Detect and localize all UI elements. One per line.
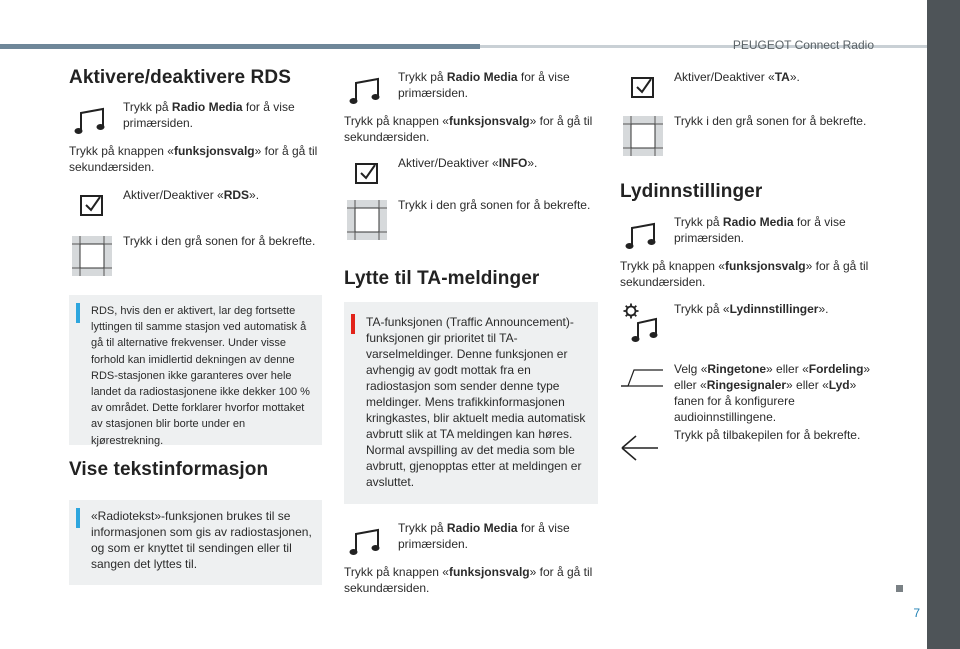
- checkbox-checked-icon: [344, 155, 390, 201]
- step-radio-media: [69, 99, 322, 131]
- paragraph-secondary-page: Trykk på knappen «funksjonsvalg» for å gå til sekundærsiden.: [69, 144, 318, 174]
- step-toggle-info: [344, 155, 598, 187]
- end-of-section-mark: [896, 585, 903, 592]
- step-text: Aktiver/Deaktiver «INFO».: [398, 156, 538, 170]
- info-marker: [76, 508, 80, 528]
- page-edge-strip: [927, 0, 960, 649]
- paragraph-secondary-page: Trykk på knappen «funksjonsvalg» for å gå til sekundærsiden.: [620, 259, 869, 289]
- note-text: RDS, hvis den er aktivert, lar deg fortsette lyttingen til samme stasjon ved automatisk å gå til alternative frekvenser. Under visse forhold kan imidlertid dekningen av denne RDS-stasjonen ikke garanteres over hele landet da radiostasjonene ikke dekker 100 % av området. Dette forklarer hvorfor mottaket av stasjonen blir borte under en kjørestrekning.: [91, 305, 310, 447]
- step-confirm-grey-zone: [620, 113, 874, 161]
- step-text: Trykk i den grå sonen for å bekrefte.: [674, 114, 867, 128]
- warning-marker: [351, 314, 355, 334]
- music-note-icon: [69, 99, 115, 145]
- music-note-icon: [620, 214, 666, 260]
- running-header: PEUGEOT Connect Radio: [732, 38, 874, 52]
- checkbox-checked-icon: [69, 187, 115, 233]
- step-back-confirm: [620, 427, 874, 459]
- step-choose-tab: [620, 361, 874, 425]
- step-text: Aktiver/Deaktiver «TA».: [674, 70, 800, 84]
- gear-music-icon: [620, 301, 666, 347]
- heading-sound-settings: Lydinnstillinger: [620, 181, 763, 202]
- step-text: Trykk på Radio Media for å vise primærsiden.: [674, 215, 846, 245]
- page-number: 7: [913, 606, 920, 620]
- step-radio-media: [620, 214, 874, 246]
- step-text: Trykk på Radio Media for å vise primærsiden.: [123, 100, 295, 130]
- info-note-rds: [69, 295, 322, 445]
- column-1: [69, 60, 322, 585]
- heading-radiotext: Vise tekstinformasjon: [69, 459, 269, 480]
- step-text: Trykk på tilbakepilen for å bekrefte.: [674, 428, 861, 442]
- tab-icon: [620, 361, 666, 407]
- note-text: «Radiotekst»-funksjonen brukes til se informasjonen som gis av radiostasjonen, og som er knyttet til sendingen eller til sangen det lyttes til.: [91, 509, 312, 571]
- step-radio-media: [344, 69, 598, 101]
- step-text: Aktiver/Deaktiver «RDS».: [123, 188, 260, 202]
- step-text: Trykk i den grå sonen for å bekrefte.: [398, 198, 591, 212]
- header-rule-accent: [0, 44, 480, 49]
- step-sound-settings: [620, 301, 874, 349]
- step-text: Trykk på «Lydinnstillinger».: [674, 302, 829, 316]
- back-arrow-icon: [620, 427, 666, 473]
- info-note-radiotext: [69, 500, 322, 585]
- warning-note-ta: [344, 302, 598, 504]
- step-toggle-rds: [69, 187, 322, 219]
- column-2: [344, 60, 598, 596]
- note-text: TA-funksjonen (Traffic Announcement)-funksjonen gir prioritet til TA-varselmeldinger. Denne funksjonen er avhengig av godt mottak fra en radiostasjon som sender denne type meldinger. Mens trafikkinformasjonen kringkastes, blir aktuelt media automatisk avbrutt slik at TA meldingen kan høres. Normal avspilling av det media som ble avbrutt, gjenopptas etter at meldingen er avsluttet.: [366, 315, 586, 489]
- grey-zone-icon: [69, 233, 115, 279]
- checkbox-checked-icon: [620, 69, 666, 115]
- paragraph-secondary-page: Trykk på knappen «funksjonsvalg» for å gå til sekundærsiden.: [344, 114, 593, 144]
- step-radio-media: [344, 520, 598, 552]
- music-note-icon: [344, 69, 390, 115]
- step-text: Velg «Ringetone» eller «Fordeling» eller «Ringesignaler» eller «Lyd» fanen for å konfigurere audioinnstillingene.: [674, 362, 871, 424]
- heading-rds: Aktivere/deaktivere RDS: [69, 67, 291, 88]
- step-toggle-ta: [620, 69, 874, 101]
- step-confirm-grey-zone: [344, 197, 598, 245]
- step-text: Trykk i den grå sonen for å bekrefte.: [123, 234, 316, 248]
- step-text: Trykk på Radio Media for å vise primærsiden.: [398, 70, 570, 100]
- music-note-icon: [344, 520, 390, 566]
- heading-ta: Lytte til TA-meldinger: [344, 268, 540, 289]
- step-confirm-grey-zone: [69, 233, 322, 281]
- paragraph-secondary-page: Trykk på knappen «funksjonsvalg» for å gå til sekundærsiden.: [344, 565, 593, 595]
- grey-zone-icon: [620, 113, 666, 159]
- column-3: [620, 60, 874, 459]
- info-marker: [76, 303, 80, 323]
- grey-zone-icon: [344, 197, 390, 243]
- step-text: Trykk på Radio Media for å vise primærsiden.: [398, 521, 570, 551]
